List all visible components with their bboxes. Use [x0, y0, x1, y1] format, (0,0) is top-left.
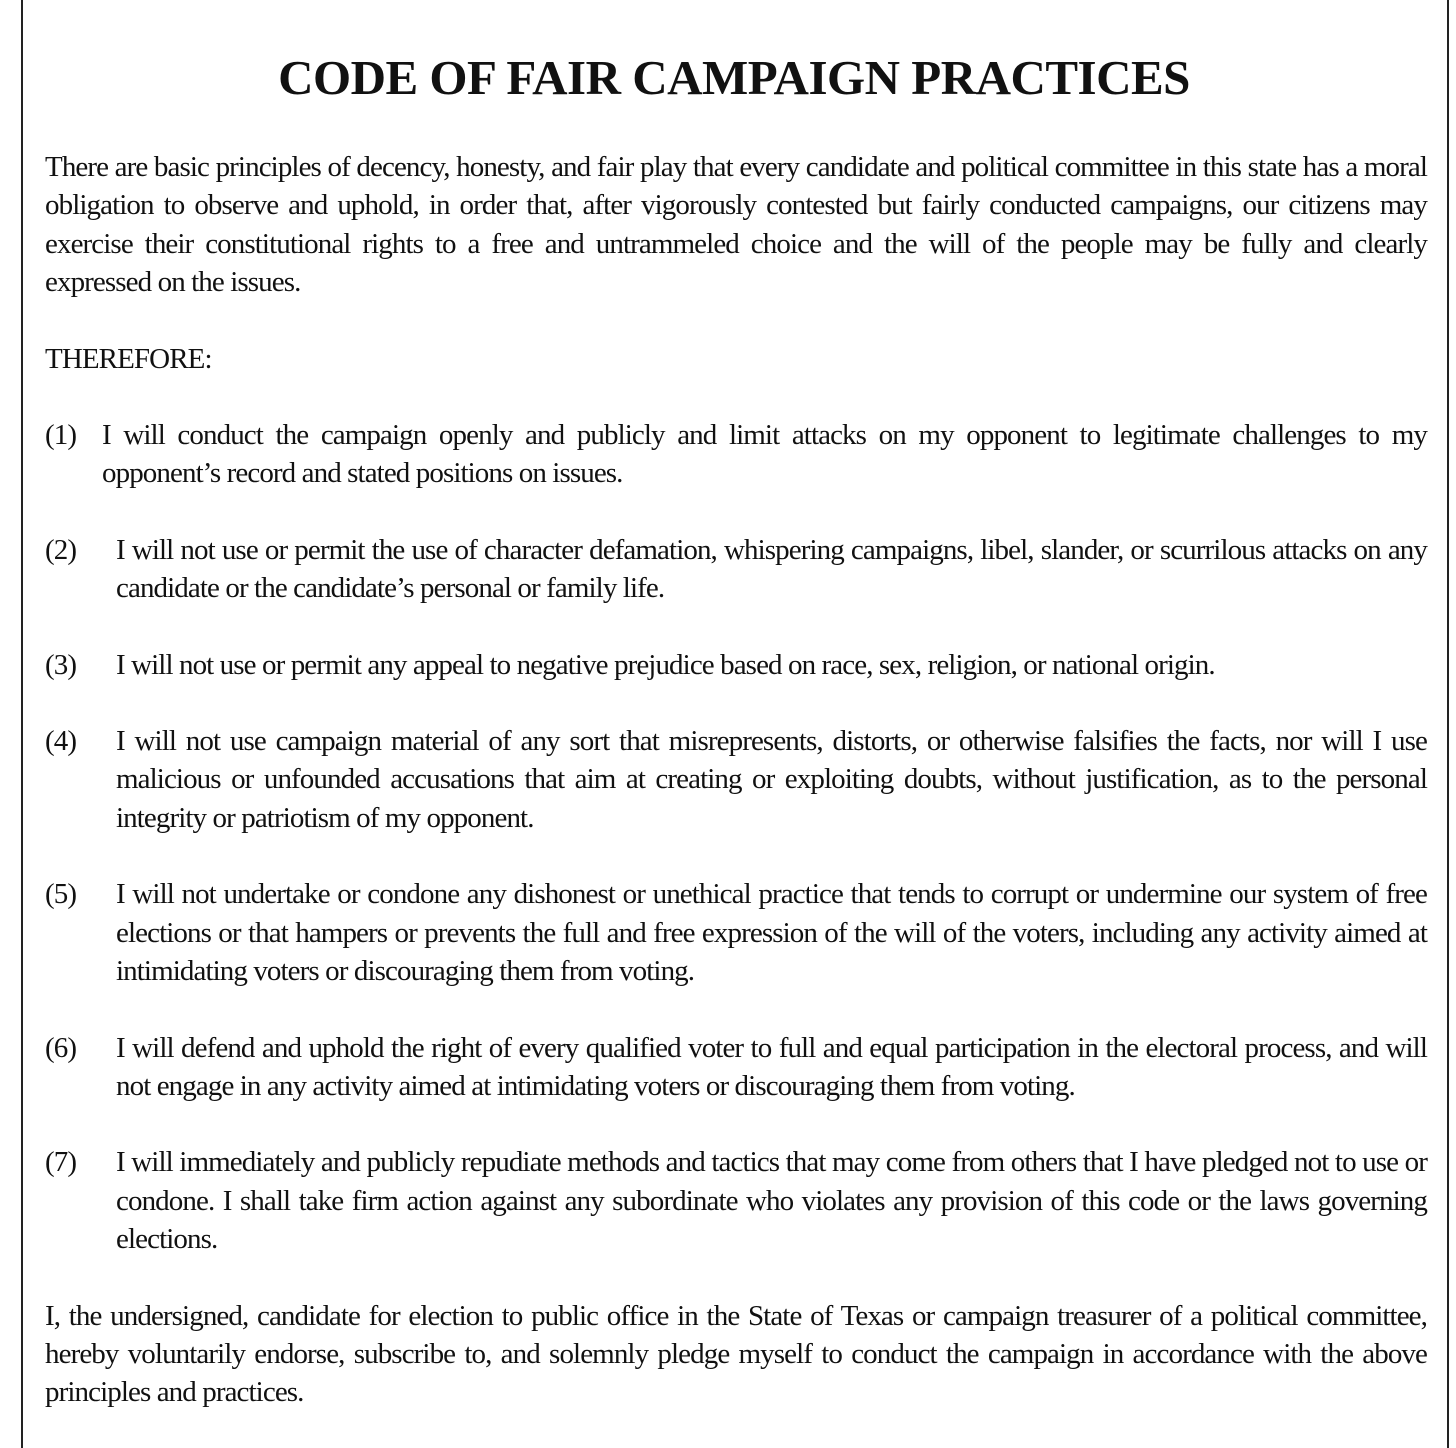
- pledge-item-5: [45, 875, 1427, 990]
- pledge-item-4: [45, 722, 1427, 837]
- pledge-number: (2): [45, 533, 77, 566]
- therefore-heading: THEREFORE:: [45, 342, 212, 375]
- pledge-text: I will not use or permit the use of character defamation, whispering campaigns, libel, slander, or scurrilous attacks on any candidate or the candidate’s personal or family life.: [116, 533, 1427, 605]
- preamble-paragraph: There are basic principles of decency, honesty, and fair play that every candidate and political committee in this state has a moral obligation to observe and uphold, in order that, after vigorously contested but fairly conducted campaigns, our citizens may exercise their constitutional rights to a free and untrammeled choice and the will of the people may be fully and clearly expressed on the issues.: [45, 151, 1427, 299]
- pledge-number: (4): [45, 725, 77, 758]
- pledge-number: (1): [45, 419, 77, 452]
- pledge-text: I will conduct the campaign openly and publicly and limit attacks on my opponent to legitimate challenges to my opponent’s record and stated positions on issues.: [102, 419, 1427, 490]
- document-body: [45, 148, 1427, 1412]
- pledge-number: (3): [45, 648, 77, 681]
- closing-paragraph: I, the undersigned, candidate for election to public office in the State of Texas or campaign treasurer of a political committee, hereby voluntarily endorse, subscribe to, and solemnly pledge myself to conduct the campaign in accordance with the above principles and practices.: [45, 1299, 1427, 1409]
- pledge-text: I will defend and uphold the right of every qualified voter to full and equal participation in the electoral process, and will not engage in any activity aimed at intimidating voters or discouraging them from voting.: [116, 1031, 1427, 1102]
- pledge-item-6: [45, 1029, 1427, 1106]
- pledge-item-1: [45, 416, 1427, 493]
- document-title: CODE OF FAIR CAMPAIGN PRACTICES: [278, 50, 1190, 105]
- pledge-text: I will not use campaign material of any sort that misrepresents, distorts, or otherwise falsifies the facts, nor will I use malicious or unfounded accusations that aim at creating or exploiting doubts, without justification, as to the personal integrity or patriotism of my opponent.: [116, 725, 1427, 834]
- pledge-number: (6): [45, 1031, 77, 1064]
- pledge-text: I will not undertake or condone any dishonest or unethical practice that tends to corrupt or undermine our system of free elections or that hampers or prevents the full and free expression of the will of the voters, including any activity aimed at intimidating voters or discouraging them from voting.: [116, 878, 1427, 988]
- pledge-number: (7): [45, 1146, 77, 1179]
- pledge-item-3: [45, 646, 1427, 684]
- pledge-list: [45, 416, 1427, 1259]
- page-border-left: [21, 0, 23, 1448]
- page-border-right: [1447, 0, 1449, 1448]
- pledge-item-7: [45, 1143, 1427, 1258]
- pledge-item-2: [45, 531, 1427, 608]
- pledge-text: I will immediately and publicly repudiate methods and tactics that may come from others that I have pledged not to use or condone. I shall take firm action against any subordinate who violates any provision of this code or the laws governing elections.: [116, 1146, 1427, 1256]
- pledge-number: (5): [45, 878, 77, 911]
- pledge-text: I will not use or permit any appeal to negative prejudice based on race, sex, religion, or national origin.: [116, 648, 1215, 681]
